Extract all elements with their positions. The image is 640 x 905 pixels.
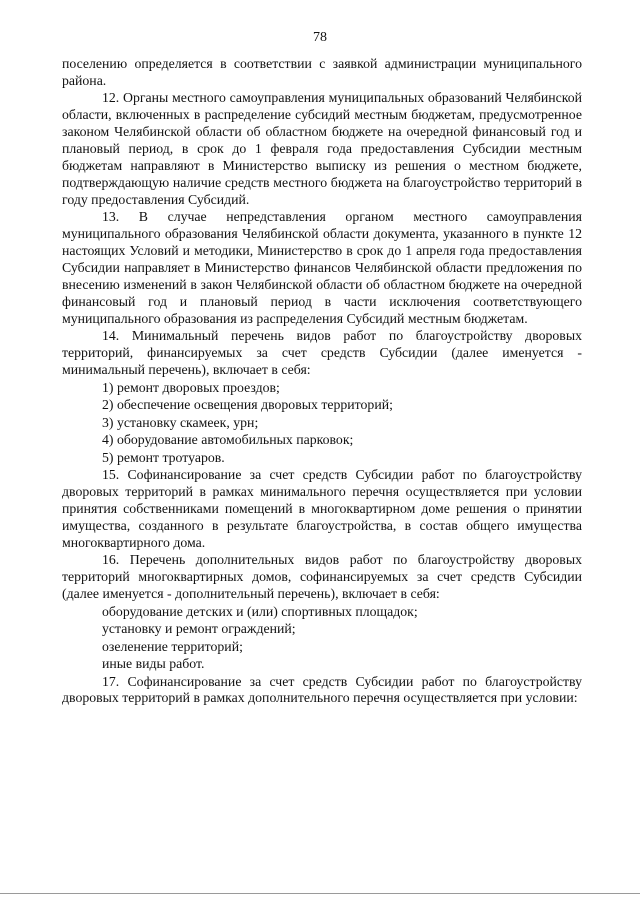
list-item: 5) ремонт тротуаров. <box>102 449 225 465</box>
list-item: 1) ремонт дворовых проездов; <box>102 379 280 395</box>
paragraph: 16. Перечень дополнительных видов работ по благоустройству дворовых территорий многоквартирных домов, софинансируемых за счет средств Субсидии (далее именуется - дополнительный перечень), включает в себя: <box>62 552 582 602</box>
list-item: установку и ремонт ограждений; <box>102 621 296 637</box>
list-item: 2) обеспечение освещения дворовых территорий; <box>102 397 393 413</box>
paragraph: 12. Органы местного самоуправления муниципальных образований Челябинской области, включенных в распределение субсидий местным бюджетам, предусмотренное законом Челябинской области об областном бюджете на очередной финансовый год и плановый период, в срок до 1 февраля года предоставления Субсидии местным бюджетам направляют в Министерство выписку из решения о местном бюджете, подтверждающую наличие средств местного бюджета на благоустройство территорий в году предоставления Субсидий. <box>62 90 582 207</box>
page-number: 78 <box>313 30 327 45</box>
list-item: 3) установку скамеек, урн; <box>102 414 259 430</box>
paragraph: 17. Софинансирование за счет средств Субсидии работ по благоустройству дворовых территорий в рамках дополнительного перечня осуществляется при условии: <box>62 673 582 706</box>
list-item: иные виды работ. <box>102 656 205 672</box>
list-item: 4) оборудование автомобильных парковок; <box>102 432 354 448</box>
paragraph: 14. Минимальный перечень видов работ по благоустройству дворовых территорий, финансируемых за счет средств Субсидии (далее именуется - минимальный перечень), включает в себя: <box>62 328 582 378</box>
scan-edge-line <box>0 893 640 894</box>
paragraph: поселению определяется в соответствии с заявкой администрации муниципального района. <box>62 56 582 88</box>
document-body <box>62 56 582 707</box>
paragraph: 15. Софинансирование за счет средств Субсидии работ по благоустройству дворовых территорий в рамках минимального перечня осуществляется при условии принятия собственниками помещений в многоквартирном доме решения о принятии имущества, созданного в результате благоустройства, в состав общего имущества многоквартирного дома. <box>62 467 582 550</box>
list-item: оборудование детских и (или) спортивных площадок; <box>102 603 418 619</box>
paragraph: 13. В случае непредставления органом местного самоуправления муниципального образования Челябинской области документа, указанного в пункте 12 настоящих Условий и методики, Министерство в срок до 1 апреля года предоставления Субсидии направляет в Министерство финансов Челябинской области предложения по внесению изменений в закон Челябинской области об областном бюджете на очередной финансовый год и плановый период в части исключения соответствующего муниципального образования из распределения Субсидий местным бюджетам. <box>62 209 582 326</box>
list-item: озеленение территорий; <box>102 638 243 654</box>
